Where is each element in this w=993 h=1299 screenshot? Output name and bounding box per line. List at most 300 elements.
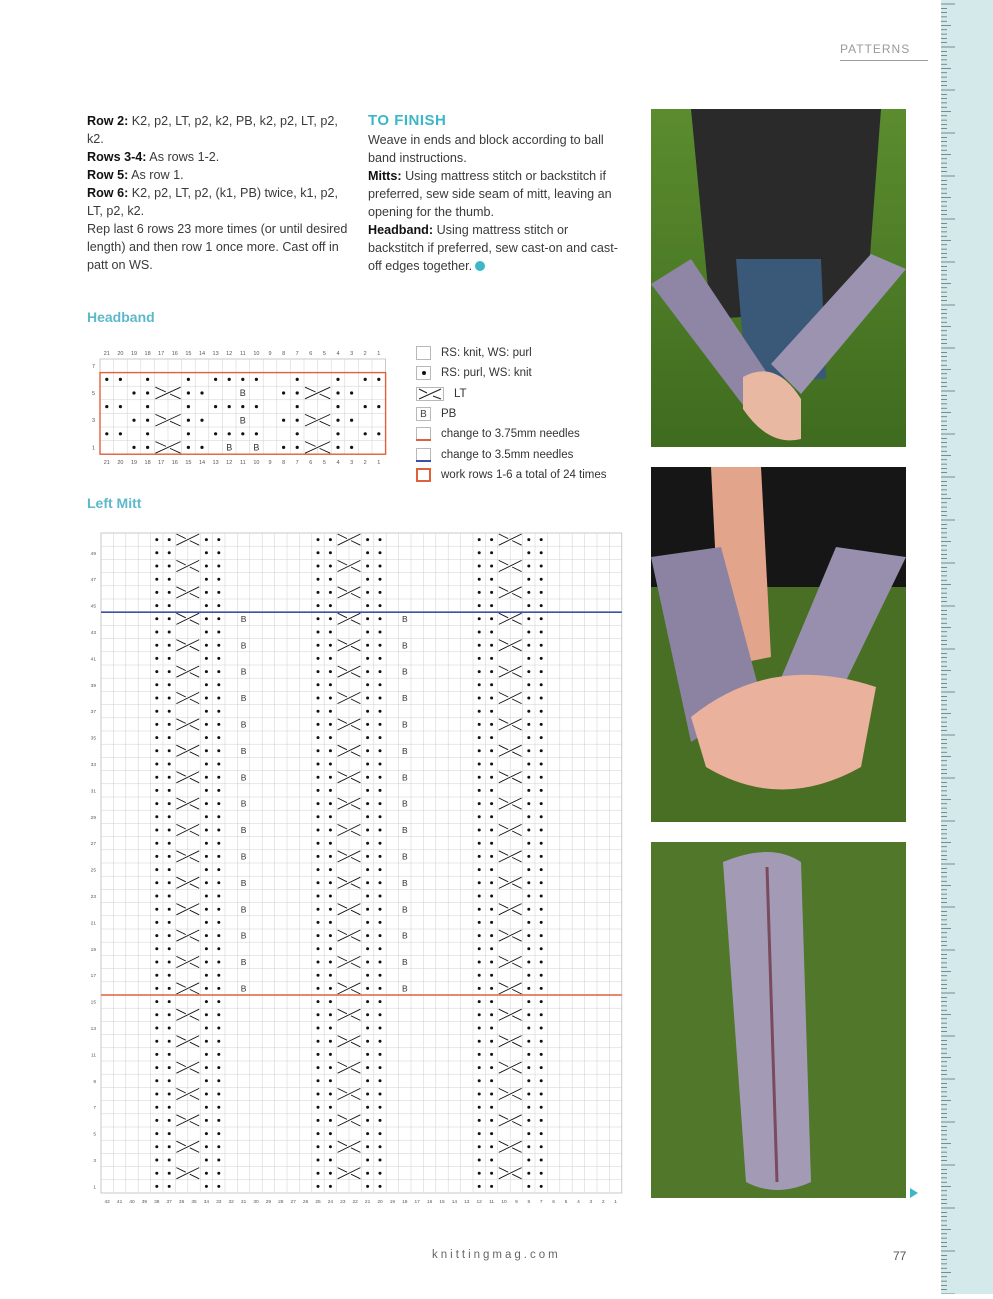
purl-stitch xyxy=(540,829,543,832)
purl-stitch xyxy=(205,934,208,937)
purl-stitch xyxy=(527,1185,530,1188)
finish-intro: Weave in ends and block according to ball band instructions. xyxy=(368,133,604,165)
purl-stitch xyxy=(527,631,530,634)
purl-stitch xyxy=(540,1145,543,1148)
purl-stitch xyxy=(490,551,493,554)
purl-stitch xyxy=(317,1132,320,1135)
purl-stitch xyxy=(146,378,149,381)
purl-stitch xyxy=(217,868,220,871)
purl-stitch xyxy=(205,961,208,964)
purl-stitch xyxy=(317,604,320,607)
purl-stitch xyxy=(205,578,208,581)
next-page-arrow-icon xyxy=(910,1188,918,1198)
purl-stitch xyxy=(168,710,171,713)
purl-stitch xyxy=(168,1132,171,1135)
purl-stitch xyxy=(366,1053,369,1056)
purl-stitch xyxy=(366,1159,369,1162)
purl-stitch xyxy=(317,1066,320,1069)
purl-stitch xyxy=(168,1000,171,1003)
purl-stitch xyxy=(187,446,190,449)
purl-stitch xyxy=(217,591,220,594)
purl-stitch xyxy=(540,551,543,554)
purl-stitch xyxy=(490,710,493,713)
purl-stitch xyxy=(317,776,320,779)
purl-stitch xyxy=(155,1132,158,1135)
purl-stitch xyxy=(379,868,382,871)
purl-stitch xyxy=(217,1185,220,1188)
column-number: 17 xyxy=(158,351,165,357)
purl-stitch xyxy=(527,921,530,924)
purl-stitch xyxy=(478,802,481,805)
purl-stitch xyxy=(527,1093,530,1096)
column-number: 18 xyxy=(144,460,151,467)
purl-stitch xyxy=(205,723,208,726)
purl-stitch xyxy=(540,789,543,792)
purl-stitch xyxy=(200,446,203,449)
column-number: 30 xyxy=(253,1200,259,1203)
left-twist-icon xyxy=(416,387,444,401)
purl-stitch xyxy=(379,644,382,647)
column-number: 12 xyxy=(226,351,233,357)
purl-stitch xyxy=(490,538,493,541)
purl-stitch xyxy=(366,1027,369,1030)
purl-stitch xyxy=(478,710,481,713)
purl-stitch xyxy=(155,908,158,911)
purl-stitch xyxy=(317,591,320,594)
purl-stitch xyxy=(205,1093,208,1096)
purl-stitch xyxy=(540,749,543,752)
purl-stitch xyxy=(490,1013,493,1016)
column-number: 6 xyxy=(309,460,313,467)
purl-stitch xyxy=(168,1119,171,1122)
purl-stitch xyxy=(317,1119,320,1122)
purl-stitch xyxy=(350,391,353,394)
purl-stitch xyxy=(527,908,530,911)
purl-stitch xyxy=(527,881,530,884)
purl-stitch xyxy=(540,987,543,990)
purl-stitch xyxy=(205,591,208,594)
purl-stitch xyxy=(119,378,122,381)
place-bead: B xyxy=(240,930,247,941)
purl-stitch xyxy=(217,749,220,752)
row-number: 15 xyxy=(90,1000,96,1006)
purl-stitch xyxy=(366,591,369,594)
purl-stitch xyxy=(155,1145,158,1148)
place-bead: B xyxy=(401,719,408,730)
column-number: 8 xyxy=(282,460,286,467)
purl-stitch xyxy=(217,1172,220,1175)
column-number: 36 xyxy=(178,1200,185,1203)
purl-stitch xyxy=(478,921,481,924)
row-number: 21 xyxy=(90,921,96,927)
purl-stitch xyxy=(329,987,332,990)
purl-stitch xyxy=(540,736,543,739)
purl-stitch xyxy=(155,974,158,977)
purl-stitch xyxy=(366,710,369,713)
place-bead: B xyxy=(401,825,408,836)
purl-stitch xyxy=(329,1013,332,1016)
purl-stitch xyxy=(478,974,481,977)
purl-stitch xyxy=(478,947,481,950)
photo-mitts-worn xyxy=(651,109,906,447)
purl-stitch xyxy=(364,432,367,435)
purl-stitch xyxy=(329,974,332,977)
purl-stitch xyxy=(478,1053,481,1056)
row-number: 33 xyxy=(90,763,96,768)
purl-stitch xyxy=(146,391,149,394)
purl-stitch xyxy=(379,763,382,766)
column-number: 19 xyxy=(130,351,138,357)
purl-stitch xyxy=(329,815,332,818)
purl-stitch xyxy=(366,961,369,964)
column-number: 2 xyxy=(363,351,367,357)
purl-stitch xyxy=(317,657,320,660)
purl-stitch xyxy=(155,617,158,620)
purl-stitch xyxy=(478,644,481,647)
purl-stitch xyxy=(317,921,320,924)
purl-stitch xyxy=(478,1106,481,1109)
column-number: 8 xyxy=(527,1200,531,1203)
purl-stitch xyxy=(527,683,530,686)
purl-stitch xyxy=(205,802,208,805)
purl-stitch xyxy=(540,947,543,950)
purl-stitch xyxy=(540,670,543,673)
purl-stitch xyxy=(217,829,220,832)
purl-stitch xyxy=(217,1119,220,1122)
column-number: 20 xyxy=(117,351,124,357)
purl-stitch xyxy=(366,921,369,924)
purl-stitch xyxy=(379,921,382,924)
purl-stitch xyxy=(214,432,217,435)
purl-stitch xyxy=(119,432,122,435)
purl-stitch xyxy=(540,763,543,766)
purl-stitch xyxy=(490,631,493,634)
purl-stitch xyxy=(217,1066,220,1069)
purl-stitch xyxy=(478,1079,481,1082)
purl-stitch xyxy=(379,1159,382,1162)
purl-stitch xyxy=(168,578,171,581)
place-bead: B xyxy=(401,745,408,756)
purl-stitch xyxy=(490,1066,493,1069)
purl-stitch xyxy=(527,1132,530,1135)
purl-stitch xyxy=(205,868,208,871)
purl-stitch xyxy=(317,855,320,858)
purl-stitch xyxy=(540,710,543,713)
purl-stitch xyxy=(105,378,108,381)
column-number: 13 xyxy=(464,1200,470,1203)
purl-stitch xyxy=(155,789,158,792)
column-number: 17 xyxy=(414,1200,420,1203)
purl-stitch xyxy=(205,1172,208,1175)
purl-stitch xyxy=(379,842,382,845)
purl-stitch xyxy=(379,1013,382,1016)
purl-stitch xyxy=(379,961,382,964)
purl-stitch xyxy=(379,736,382,739)
purl-stitch xyxy=(490,1093,493,1096)
blue-line-icon xyxy=(416,448,431,462)
purl-stitch xyxy=(527,987,530,990)
finishing-column xyxy=(368,112,626,275)
purl-stitch xyxy=(146,446,149,449)
purl-stitch xyxy=(478,1040,481,1043)
knit-stitch-icon xyxy=(416,346,431,360)
purl-stitch xyxy=(527,604,530,607)
row-number: 49 xyxy=(90,551,96,557)
purl-stitch xyxy=(217,921,220,924)
column-number: 7 xyxy=(539,1200,543,1203)
purl-stitch xyxy=(155,947,158,950)
purl-stitch xyxy=(168,934,171,937)
purl-stitch xyxy=(329,631,332,634)
repeat-box-icon xyxy=(416,468,431,482)
purl-stitch xyxy=(317,1145,320,1148)
row-number: 31 xyxy=(90,789,96,795)
column-number: 5 xyxy=(322,460,326,467)
column-number: 20 xyxy=(377,1200,383,1203)
purl-stitch xyxy=(205,1013,208,1016)
purl-stitch xyxy=(540,697,543,700)
purl-stitch xyxy=(168,776,171,779)
column-number: 4 xyxy=(336,460,340,467)
purl-stitch xyxy=(366,723,369,726)
purl-stitch xyxy=(155,1013,158,1016)
purl-stitch xyxy=(317,961,320,964)
purl-stitch xyxy=(168,921,171,924)
purl-stitch xyxy=(379,815,382,818)
purl-stitch xyxy=(205,565,208,568)
purl-stitch xyxy=(366,789,369,792)
purl-stitch xyxy=(540,921,543,924)
column-number: 15 xyxy=(185,351,192,357)
place-bead: B xyxy=(401,877,408,888)
purl-stitch xyxy=(329,829,332,832)
column-number: 16 xyxy=(171,351,178,357)
column-number: 21 xyxy=(103,351,110,357)
purl-stitch xyxy=(217,789,220,792)
purl-stitch xyxy=(329,1172,332,1175)
purl-stitch xyxy=(478,855,481,858)
purl-stitch xyxy=(490,868,493,871)
column-number: 35 xyxy=(191,1200,197,1203)
purl-stitch xyxy=(155,657,158,660)
purl-stitch xyxy=(200,419,203,422)
purl-stitch xyxy=(490,1172,493,1175)
purl-stitch xyxy=(329,578,332,581)
purl-stitch xyxy=(329,1132,332,1135)
column-number: 10 xyxy=(253,351,260,357)
purl-stitch xyxy=(155,538,158,541)
place-bead: B xyxy=(240,745,247,756)
purl-stitch xyxy=(205,974,208,977)
purl-stitch xyxy=(132,391,135,394)
purl-stitch xyxy=(329,1106,332,1109)
purl-stitch xyxy=(490,736,493,739)
purl-stitch xyxy=(379,1106,382,1109)
purl-stitch xyxy=(540,538,543,541)
column-number: 9 xyxy=(268,351,272,357)
purl-stitch xyxy=(282,446,285,449)
purl-stitch xyxy=(217,697,220,700)
purl-stitch xyxy=(296,378,299,381)
purl-stitch xyxy=(527,1013,530,1016)
purl-stitch xyxy=(540,881,543,884)
purl-stitch xyxy=(379,1172,382,1175)
purl-stitch xyxy=(478,1159,481,1162)
purl-stitch xyxy=(527,551,530,554)
key-item-pb: B PB xyxy=(416,404,636,424)
column-number: 17 xyxy=(158,460,165,467)
purl-stitch xyxy=(168,1106,171,1109)
purl-stitch xyxy=(527,763,530,766)
purl-stitch xyxy=(490,895,493,898)
purl-stitch xyxy=(317,1000,320,1003)
purl-stitch xyxy=(527,802,530,805)
place-bead: B xyxy=(253,442,260,453)
column-number: 11 xyxy=(239,351,246,357)
purl-stitch xyxy=(527,723,530,726)
purl-stitch xyxy=(217,855,220,858)
purl-stitch xyxy=(329,961,332,964)
purl-stitch xyxy=(379,591,382,594)
purl-stitch xyxy=(478,934,481,937)
purl-stitch xyxy=(377,405,380,408)
column-number: 34 xyxy=(203,1200,210,1203)
purl-stitch xyxy=(317,1027,320,1030)
purl-stitch xyxy=(205,829,208,832)
row-number: 7 xyxy=(91,363,95,370)
purl-stitch xyxy=(527,749,530,752)
purl-stitch xyxy=(217,934,220,937)
purl-stitch xyxy=(317,631,320,634)
purl-stitch xyxy=(317,987,320,990)
purl-stitch xyxy=(168,644,171,647)
purl-stitch xyxy=(366,1132,369,1135)
place-bead: B xyxy=(401,772,408,783)
purl-stitch xyxy=(336,446,339,449)
instruction-row-6: Row 6: K2, p2, LT, p2, (k1, PB) twice, k1, p2, LT, p2, k2. xyxy=(87,186,339,218)
purl-stitch xyxy=(540,974,543,977)
purl-stitch xyxy=(329,1185,332,1188)
purl-stitch xyxy=(379,881,382,884)
purl-stitch xyxy=(329,538,332,541)
purl-stitch xyxy=(527,974,530,977)
purl-stitch xyxy=(366,538,369,541)
place-bead: B xyxy=(401,851,408,862)
purl-stitch xyxy=(379,1145,382,1148)
purl-stitch xyxy=(336,419,339,422)
purl-stitch xyxy=(317,947,320,950)
purl-stitch xyxy=(350,446,353,449)
purl-stitch xyxy=(205,736,208,739)
purl-stitch xyxy=(168,1066,171,1069)
purl-stitch xyxy=(217,710,220,713)
purl-stitch xyxy=(155,776,158,779)
purl-stitch xyxy=(527,1119,530,1122)
purl-stitch xyxy=(205,1119,208,1122)
purl-stitch xyxy=(168,1172,171,1175)
row-number: 29 xyxy=(90,815,96,821)
purl-stitch xyxy=(168,697,171,700)
purl-stitch xyxy=(366,855,369,858)
purl-stitch xyxy=(329,565,332,568)
purl-stitch xyxy=(155,1093,158,1096)
purl-stitch xyxy=(329,591,332,594)
purl-stitch xyxy=(540,802,543,805)
purl-stitch xyxy=(168,842,171,845)
place-bead: B xyxy=(240,983,247,994)
purl-stitch xyxy=(155,710,158,713)
place-bead: B xyxy=(240,719,247,730)
purl-stitch xyxy=(490,591,493,594)
column-number: 25 xyxy=(315,1200,321,1203)
purl-stitch xyxy=(168,947,171,950)
purl-stitch xyxy=(317,934,320,937)
purl-stitch xyxy=(478,551,481,554)
purl-stitch xyxy=(366,842,369,845)
purl-stitch xyxy=(155,1172,158,1175)
purl-stitch xyxy=(217,565,220,568)
purl-stitch xyxy=(478,842,481,845)
purl-stitch xyxy=(366,947,369,950)
purl-stitch xyxy=(168,749,171,752)
column-number: 3 xyxy=(350,460,354,467)
purl-stitch xyxy=(155,868,158,871)
column-number: 6 xyxy=(309,351,313,357)
purl-stitch xyxy=(329,670,332,673)
section-rule xyxy=(840,60,928,61)
purl-stitch xyxy=(490,829,493,832)
purl-stitch xyxy=(168,855,171,858)
place-bead: B xyxy=(401,666,408,677)
purl-stitch xyxy=(478,829,481,832)
purl-stitch xyxy=(317,1013,320,1016)
purl-stitch xyxy=(540,631,543,634)
place-bead: B xyxy=(240,825,247,836)
purl-stitch xyxy=(217,1079,220,1082)
row-number: 27 xyxy=(90,842,96,848)
purl-stitch xyxy=(490,961,493,964)
purl-stitch xyxy=(132,446,135,449)
headband-chart xyxy=(87,343,397,468)
purl-stitch xyxy=(379,1000,382,1003)
purl-stitch xyxy=(217,881,220,884)
purl-stitch xyxy=(527,657,530,660)
purl-stitch xyxy=(168,829,171,832)
row-number: 5 xyxy=(93,1132,96,1138)
purl-stitch xyxy=(205,1106,208,1109)
purl-stitch xyxy=(168,868,171,871)
purl-stitch xyxy=(478,1185,481,1188)
place-bead: B xyxy=(240,693,247,704)
purl-stitch xyxy=(205,1066,208,1069)
purl-stitch xyxy=(366,657,369,660)
purl-stitch xyxy=(146,405,149,408)
purl-stitch xyxy=(217,683,220,686)
purl-stitch xyxy=(527,855,530,858)
purl-stitch xyxy=(379,657,382,660)
purl-stitch xyxy=(366,578,369,581)
purl-stitch xyxy=(168,802,171,805)
column-number: 27 xyxy=(290,1200,296,1203)
column-number: 1 xyxy=(614,1200,617,1203)
purl-stitch xyxy=(527,644,530,647)
purl-stitch xyxy=(540,961,543,964)
purl-stitch xyxy=(336,432,339,435)
purl-stitch xyxy=(217,644,220,647)
purl-stitch xyxy=(490,578,493,581)
purl-stitch xyxy=(205,1079,208,1082)
purl-stitch xyxy=(317,1093,320,1096)
